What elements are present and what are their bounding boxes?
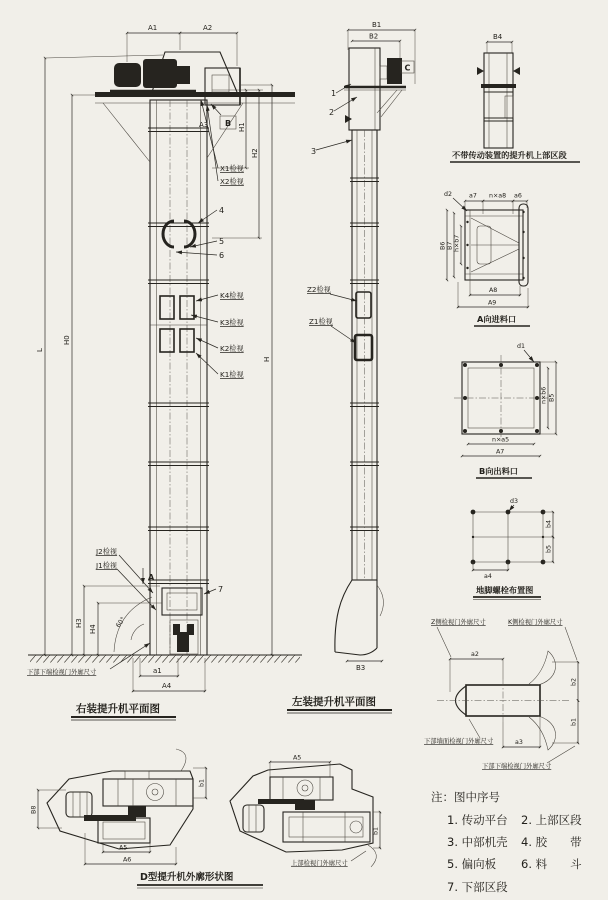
- dim-d1: d1: [517, 343, 526, 350]
- ground-line: [28, 655, 302, 663]
- door-label-j1: J1检视: [96, 561, 118, 570]
- mid-view-head: [344, 48, 414, 130]
- dim-a1: a1: [153, 667, 162, 675]
- dim-B2: B2: [369, 32, 379, 41]
- dim-H2: H2: [251, 148, 259, 158]
- svg-text:B: B: [225, 119, 232, 128]
- dim-na5: n×a5: [492, 436, 510, 444]
- outline-head-right: [230, 755, 381, 868]
- note-item-3: 3. 中部机壳: [447, 835, 508, 849]
- part-ref-belt: 4: [219, 206, 225, 215]
- note-item-6: 6. 料 斗: [521, 857, 582, 871]
- door-label-z1: Z1检视: [309, 317, 333, 326]
- note-item-4: 4. 胶 带: [521, 835, 582, 849]
- mid-view-boot: [335, 580, 383, 655]
- part-ref-boot: 7: [218, 585, 224, 594]
- z-inspection-doors: [307, 285, 372, 360]
- dim-L: L: [36, 348, 44, 352]
- door-label-x1: X1检视: [220, 164, 244, 173]
- dim-B1: B1: [372, 21, 382, 29]
- part-ref-upper: 2: [329, 108, 335, 117]
- door-label-k4: K4检视: [220, 291, 244, 300]
- inlet-caption: A向进料口: [477, 314, 517, 324]
- callout-bottom-door: 下部下端检视门外廓尺寸: [482, 763, 552, 770]
- door-label-k2: K2检视: [220, 344, 244, 353]
- detail-anchor-bolts: [471, 498, 554, 600]
- section-marker-c: [401, 61, 414, 73]
- part-ref-deflector: 5: [219, 237, 225, 246]
- left-elevation-view: [27, 24, 302, 720]
- part-ref-middle: 3: [311, 147, 317, 156]
- section-marker-a: A: [148, 573, 155, 582]
- door-label-x2: X2检视: [220, 177, 244, 186]
- note-item-2: 2. 上部区段: [521, 813, 582, 827]
- outline-head-left: [31, 749, 208, 865]
- dim-H: H: [263, 356, 271, 362]
- dim-a4: a4: [484, 573, 492, 580]
- note-item-5: 5. 偏向板: [447, 857, 497, 871]
- detail-outline-shapes: [31, 749, 382, 888]
- dim-B4: B4: [493, 33, 503, 41]
- dim-B3: B3: [356, 664, 366, 672]
- dim-A3: A3: [199, 121, 209, 129]
- upper-section-caption: 不带传动装置的提升机上部区段: [452, 150, 567, 160]
- dim-H0: H0: [63, 335, 71, 345]
- dim-b1-left: b1: [198, 778, 206, 787]
- left-view-bottom-callout: 下部下端检视门外廓尺寸: [27, 669, 97, 676]
- mid-elevation-view: [287, 21, 415, 713]
- bucket-section: [163, 206, 224, 260]
- dim-nb6: n×b6: [540, 386, 548, 404]
- dim-a3: a3: [515, 739, 523, 746]
- detail-inlet: [440, 191, 531, 326]
- dim-a6: a6: [514, 192, 522, 200]
- part-ref-bucket: 6: [219, 251, 225, 260]
- dim-A8: A8: [489, 287, 498, 294]
- dim-d2: d2: [444, 191, 453, 198]
- note-item-1: 1. 传动平台: [447, 813, 508, 827]
- dim-H3: H3: [75, 618, 83, 628]
- dim-A4: A4: [162, 682, 172, 690]
- door-label-z2: Z2检视: [307, 285, 331, 294]
- dim-A5-left: A5: [119, 844, 128, 852]
- dim-a2: a2: [471, 651, 479, 658]
- mid-view-caption: 左装提升机平面图: [292, 696, 376, 708]
- left-view-boot: [75, 547, 223, 655]
- dim-b1-right: b1: [372, 826, 380, 835]
- dim-A6: A6: [123, 856, 132, 864]
- dim-b2: b2: [570, 677, 578, 686]
- callout-z-door: Z侧检视门外廓尺寸: [431, 619, 486, 626]
- callout-k-door: K侧检视门外廓尺寸: [508, 619, 563, 626]
- notes-legend: [431, 790, 582, 894]
- door-label-k1: K1检视: [220, 370, 244, 379]
- left-view-casing: [148, 100, 209, 655]
- dim-angle: 60°: [114, 615, 128, 630]
- dim-A1: A1: [148, 24, 158, 32]
- dim-B5: B5: [548, 393, 556, 402]
- dim-b5: b5: [545, 544, 553, 553]
- dim-na8: n×a8: [489, 192, 507, 200]
- dim-B6: B6: [439, 241, 447, 250]
- note-item-7: 7. 下部区段: [447, 880, 508, 894]
- anchor-caption: 地脚螺栓布置图: [476, 585, 534, 595]
- dim-A2: A2: [203, 24, 213, 32]
- dim-A5-right: A5: [293, 754, 302, 762]
- k-inspection-doors: [150, 291, 244, 379]
- drive-motor: [110, 59, 196, 91]
- dim-b1: b1: [570, 717, 578, 726]
- outline-caption: D型提升机外廓形状图: [140, 872, 234, 883]
- dim-d3: d3: [510, 498, 519, 505]
- dim-A9: A9: [488, 299, 497, 307]
- dim-hb7: h×b7: [453, 234, 461, 252]
- dim-H1: H1: [238, 122, 246, 132]
- outlet-caption: B向出料口: [479, 466, 518, 476]
- part-ref-platform: 1: [331, 89, 337, 98]
- svg-text:C: C: [404, 63, 411, 73]
- callout-upper-door: 上部检视门外廓尺寸: [291, 860, 348, 867]
- door-label-j2: J2检视: [96, 547, 118, 556]
- door-label-k3: K3检视: [220, 318, 244, 327]
- dim-a7: a7: [469, 192, 477, 200]
- detail-outlet: [454, 343, 556, 478]
- section-marker-b: [211, 104, 236, 129]
- dim-b4: b4: [545, 519, 553, 528]
- detail-upper-section: [450, 33, 580, 162]
- left-view-head: [95, 52, 295, 186]
- dim-B7: B7: [446, 241, 454, 250]
- dim-A7: A7: [496, 448, 505, 456]
- dim-B8: B8: [30, 805, 38, 814]
- notes-title: 注：图中序号: [431, 790, 500, 804]
- callout-wall-door: 下部墙面检视门外廓尺寸: [424, 738, 494, 745]
- dim-H4: H4: [89, 624, 97, 634]
- left-view-caption: 右装提升机平面图: [76, 703, 160, 715]
- detail-door-outlines: [424, 617, 579, 770]
